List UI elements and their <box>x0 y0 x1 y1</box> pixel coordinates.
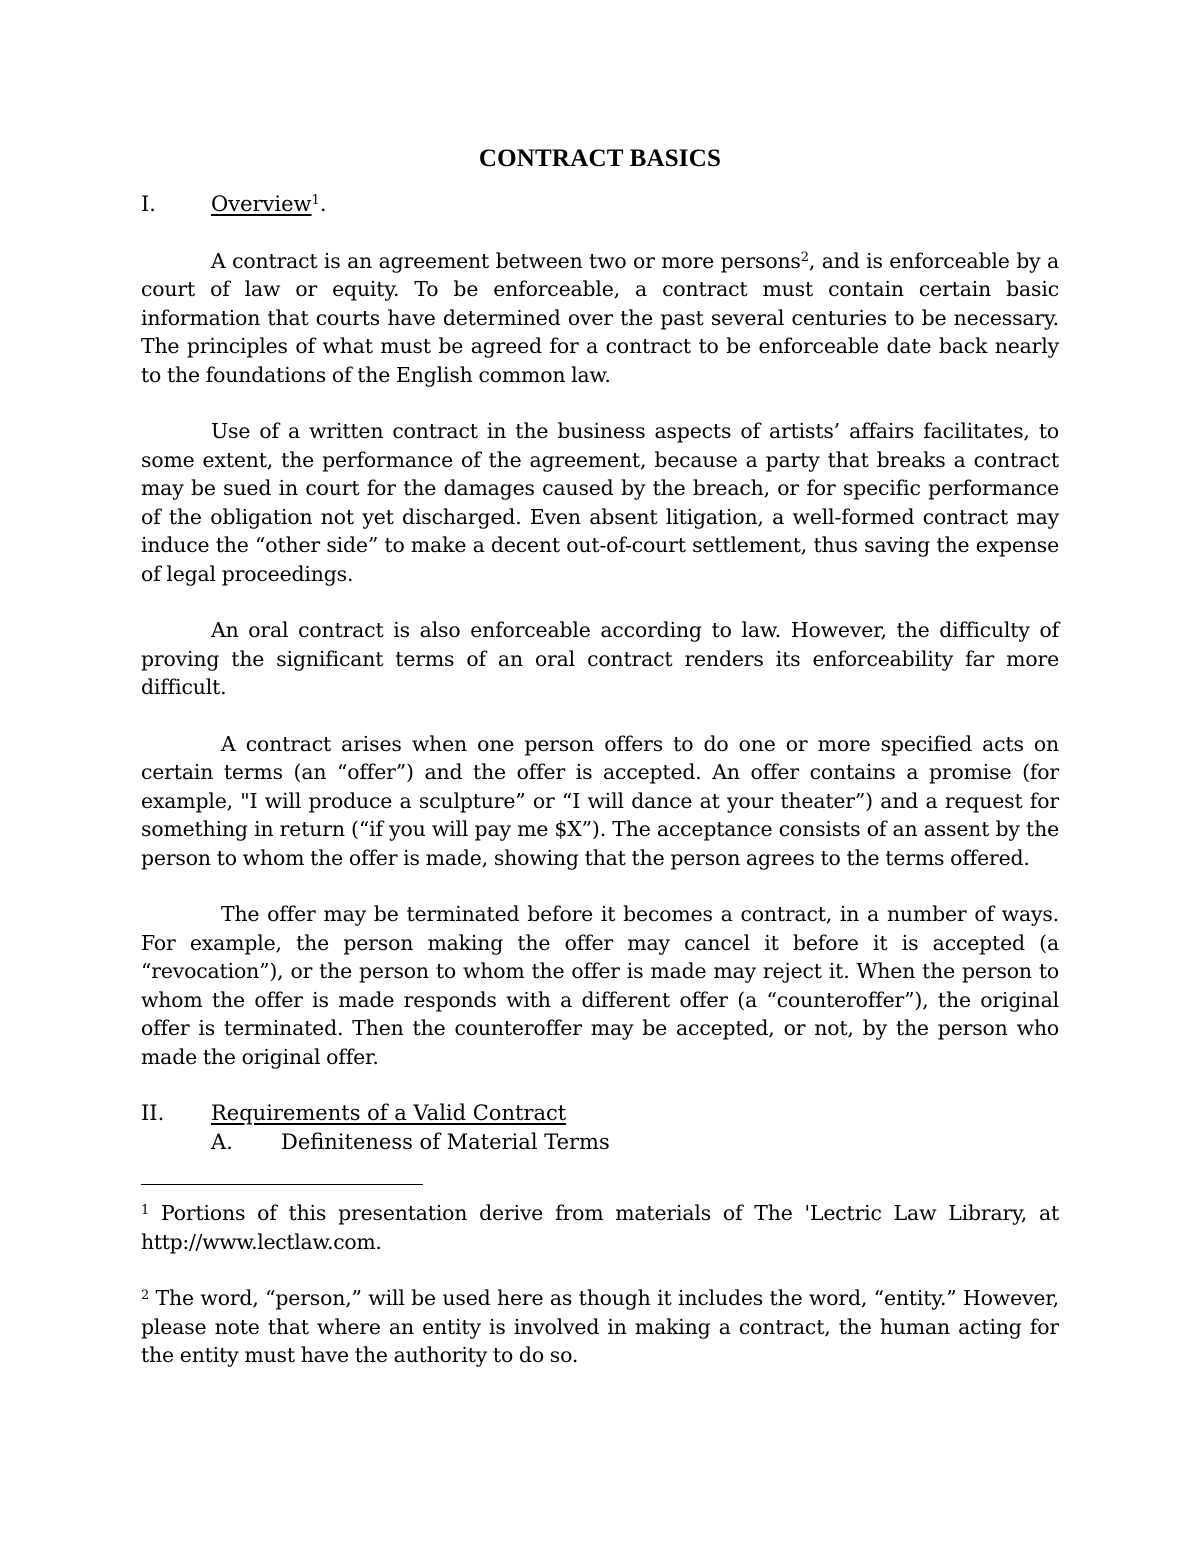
subsection-number: A. <box>211 1129 233 1154</box>
paragraph-offer-termination: The offer may be terminated before it becomes a contract, in a number of ways. For example, the person making the offer may cancel it before it is accepted (a “revocation”), or the person to whom the offer is made may reject it. When the person to whom the offer is made responds with a different offer (a “counteroffer”), the original offer is terminated. Then the counteroffer may be accepted, or not, by the person who made the original offer. <box>141 902 1059 1069</box>
subsection-heading-definiteness <box>211 1128 1059 1157</box>
footnote-ref[interactable]: 1 <box>311 193 320 208</box>
footnote-2 <box>141 1284 1059 1370</box>
footnote-1 <box>141 1199 1059 1256</box>
paragraph-oral-contract: An oral contract is also enforceable according to law. However, the difficulty of proving the significant terms of an oral contract renders its enforceability far more difficult. <box>141 618 1059 699</box>
footnote-separator <box>141 1184 423 1185</box>
footnote-text: Portions of this presentation derive from materials of The 'Lectric Law Library, at <box>149 1201 1059 1225</box>
footnote-text: The word, “person,” will be used here as though it includes the word, “entity.” However, please note that where an entity is involved in making a contract, the human acting for the entity must have the authority to do so. <box>141 1286 1059 1367</box>
footnote-link[interactable]: http://www.lectlaw.com. <box>141 1229 382 1254</box>
section-number: I. <box>141 192 156 216</box>
footnote-number: 1 <box>141 1203 150 1218</box>
section-label: Requirements of a Valid Contract <box>211 1101 567 1125</box>
section-title <box>211 190 327 219</box>
paragraph-text: , and is enforceable by a court of law or equity. To be enforceable, a contract must contain certain basic information that courts have determined over the past several centuries to be necessary. The principles of what must be agreed for a contract to be enforceable date back nearly to the foundations of the English common law. <box>141 248 1059 387</box>
footnote-ref[interactable]: 2 <box>800 249 809 265</box>
paragraph-text: A contract is an agreement between two or more persons <box>211 248 801 273</box>
paragraph-definition <box>141 247 1059 390</box>
document-title: CONTRACT BASICS <box>478 145 722 172</box>
section-trailing-period: . <box>319 192 327 216</box>
section-heading-overview <box>141 190 1059 219</box>
paragraph-offer-acceptance: A contract arises when one person offers to do one or more specified acts on certain terms (an “offer”) and the offer is accepted. An offer contains a promise (for example, "I will produce a sculpture” or “I will dance at your theater”) and a request for something in return (“if you will pay me $X”). The acceptance consists of an assent by the person to whom the offer is made, showing that the person agrees to the terms offered. <box>141 731 1059 870</box>
section-heading-requirements <box>141 1099 1059 1128</box>
footnote-number: 2 <box>141 1288 150 1303</box>
paragraph-written-contract: Use of a written contract in the business aspects of artists’ affairs facilitates, to some extent, the performance of the agreement, because a party that breaks a contract may be sued in court for the damages caused by the breach, or for specific performance of the obligation not yet discharged. Even absent litigation, a well-formed contract may induce the “other side” to make a decent out-of-court settlement, thus saving the expense of legal proceedings. <box>141 419 1059 586</box>
section-label: Overview <box>211 192 312 216</box>
document-body <box>141 140 1059 1370</box>
subsection-label: Definiteness of Material Terms <box>281 1129 610 1154</box>
section-number: II. <box>141 1101 165 1125</box>
